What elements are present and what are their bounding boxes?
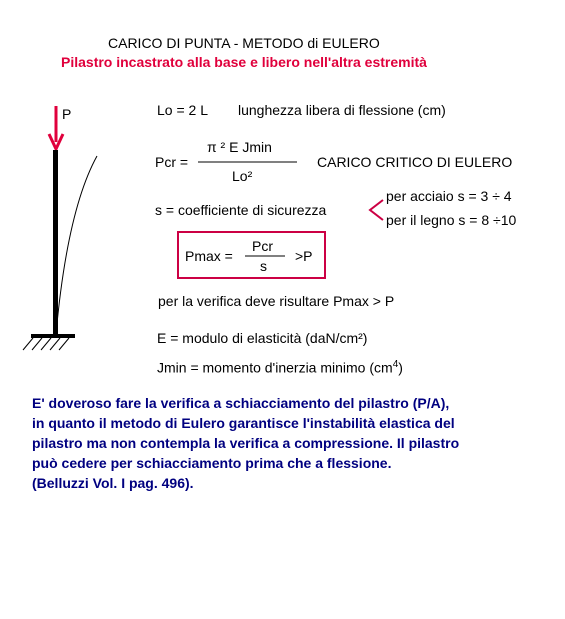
modulus-definition: E = modulo di elasticità (daN/cm²): [157, 330, 368, 346]
jmin-definition: [157, 357, 403, 376]
buckled-shape: [56, 156, 97, 334]
page-subtitle: Pilastro incastrato alla base e libero nell'altra estremità: [61, 54, 427, 70]
safety-wood: per il legno s = 8 ÷10: [386, 212, 517, 228]
ground-hatch: [23, 338, 69, 350]
lo-description: lunghezza libera di flessione (cm): [238, 102, 446, 118]
note-line: pilastro ma non contempla la verifica a compressione. Il pilastro: [32, 435, 460, 451]
note-line: (Belluzzi Vol. I pag. 496).: [32, 475, 194, 491]
load-label: P: [62, 106, 72, 122]
fixed-base: [31, 334, 75, 338]
safety-steel: per acciaio s = 3 ÷ 4: [386, 188, 512, 204]
jmin-text: Jmin = momento d'inerzia minimo (cm: [157, 359, 393, 376]
page-title: CARICO DI PUNTA - METODO di EULERO: [108, 35, 380, 51]
safety-brace: [370, 200, 383, 220]
column: [53, 150, 58, 334]
verify-condition: per la verifica deve risultare Pmax > P: [158, 293, 395, 309]
note-line: può cedere per schiacciamento prima che a flessione.: [32, 455, 392, 471]
lo-formula: Lo = 2 L: [157, 102, 208, 118]
pmax-denominator: s: [260, 258, 267, 274]
load-arrow: [49, 106, 63, 149]
note-line: E' doveroso fare la verifica a schiacciamento del pilastro (P/A),: [32, 395, 450, 411]
safety-definition: s = coefficiente di sicurezza: [155, 202, 327, 218]
note-line: in quanto il metodo di Eulero garantisce l'instabilità elastica del: [32, 415, 455, 431]
pcr-lhs: Pcr =: [155, 154, 189, 170]
jmin-exponent: 4: [392, 359, 399, 370]
pmax-lhs: Pmax =: [185, 248, 233, 264]
pcr-description: CARICO CRITICO DI EULERO: [317, 154, 513, 170]
pcr-numerator: π ² E Jmin: [207, 139, 272, 155]
pmax-numerator: Pcr: [252, 238, 273, 254]
pmax-rhs: >P: [295, 248, 313, 264]
jmin-close: ): [398, 359, 403, 376]
pcr-denominator: Lo²: [232, 168, 253, 184]
